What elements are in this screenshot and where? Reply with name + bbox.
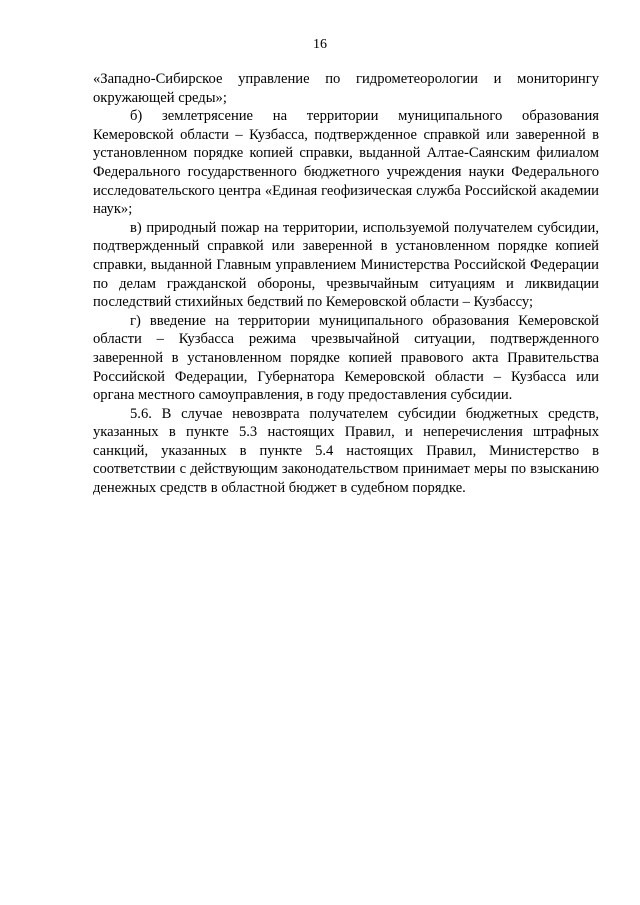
paragraph-item-g: г) введение на территории муниципального образования Кемеровской области – Кузбасса режима чрезвычайной ситуации, подтвержденного заверенной в установленном порядке копией правового акта Правительства Российской Федерации, Губернатора Кемеровской области – Кузбасса или органа местного самоуправления, в году предоставления субсидии. — [93, 312, 599, 404]
document-body — [93, 70, 599, 498]
paragraph-item-v: в) природный пожар на территории, используемой получателем субсидии, подтвержденный справкой или заверенной в установленном порядке копией справки, выданной Главным управлением Министерства Российской Федерации по делам гражданской обороны, чрезвычайным ситуациям и ликвидации последствий стихийных бедствий по Кемеровской области – Кузбассу; — [93, 219, 599, 311]
paragraph-item-b: б) землетрясение на территории муниципального образования Кемеровской области – Кузбасса, подтвержденное справкой или заверенной в установленном порядке копией справки, выданной Алтае-Саянским филиалом Федерального государственного бюджетного учреждения науки Федерального исследовательского центра «Единая геофизическая служба Российской академии наук»; — [93, 108, 599, 218]
paragraph-continuation: «Западно-Сибирское управление по гидрометеорологии и мониторингу окружающей среды»; — [93, 71, 599, 106]
page-number: 16 — [313, 37, 327, 52]
paragraph-5-6: 5.6. В случае невозврата получателем субсидии бюджетных средств, указанных в пункте 5.3 настоящих Правил, и неперечисления штрафных санкций, указанных в пункте 5.4 настоящих Правил, Министерство в соответствии с действующим законодательством принимает меры по взысканию денежных средств в областной бюджет в судебном порядке. — [93, 405, 599, 497]
